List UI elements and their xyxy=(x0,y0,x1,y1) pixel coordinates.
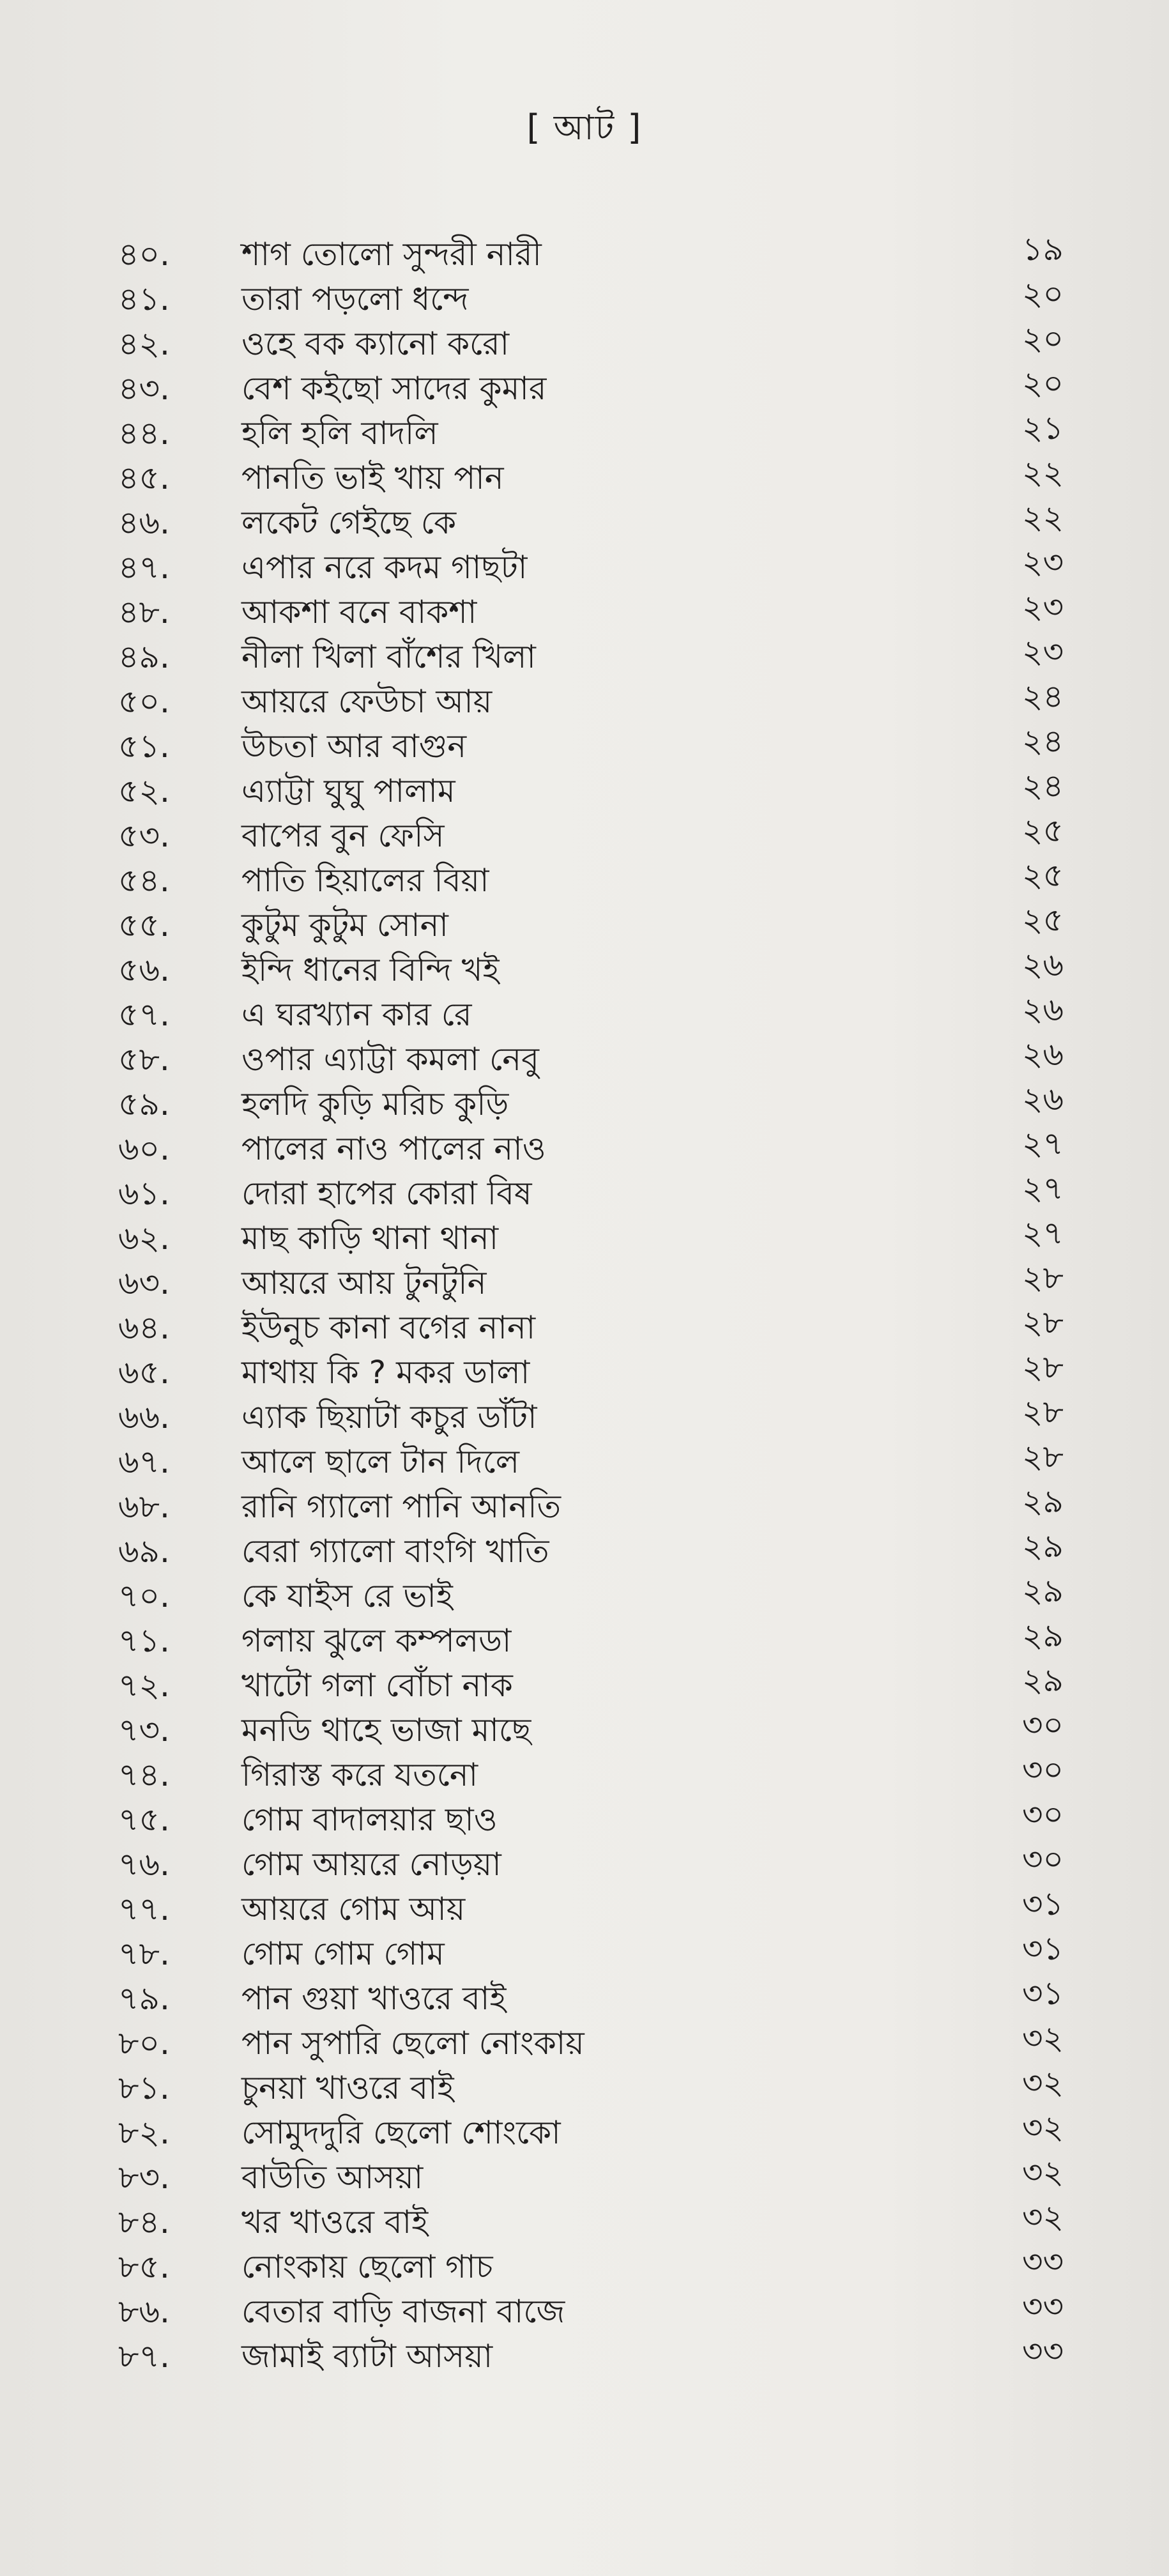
entry-number: ৮৬. xyxy=(118,2293,170,2330)
toc-row xyxy=(0,2019,1169,2064)
entry-title: দোরা হাপের কোরা বিষ xyxy=(241,1175,532,1212)
toc-row xyxy=(0,454,1169,498)
entry-title: তারা পড়লো ধন্দে xyxy=(241,280,469,318)
entry-title: গোম গোম গোম xyxy=(241,1935,445,1972)
entry-page-number: ৩২ xyxy=(1021,2109,1064,2146)
entry-title: আকশা বনে বাকশা xyxy=(241,594,477,631)
entry-title: মনডি থাহে ভাজা মাছে xyxy=(241,1712,531,1749)
entry-number: ৭৬. xyxy=(118,1846,170,1883)
entry-number: ৬৮. xyxy=(118,1488,170,1525)
toc-row xyxy=(0,677,1169,722)
entry-page-number: ২৮ xyxy=(1022,1349,1064,1386)
toc-row xyxy=(0,632,1169,677)
entry-number: ৮২. xyxy=(118,2114,170,2151)
entry-title: খাটো গলা বোঁচা নাক xyxy=(241,1667,513,1704)
entry-number: ৭৮. xyxy=(118,1935,170,1972)
entry-number: ৬১. xyxy=(118,1175,170,1212)
entry-title: সোমুদদুরি ছেলো শোংকো xyxy=(241,2114,561,2151)
entry-page-number: ২০ xyxy=(1021,365,1064,402)
entry-number: ৪৭. xyxy=(118,549,170,586)
entry-title: পালের নাও পালের নাও xyxy=(241,1130,546,1167)
toc-row xyxy=(0,1080,1169,1124)
entry-number: ৪৫. xyxy=(118,459,170,496)
entry-page-number: ২২ xyxy=(1021,454,1064,491)
toc-row xyxy=(0,230,1169,275)
entry-number: ৮৩. xyxy=(118,2159,170,2196)
entry-number: ৫৯. xyxy=(118,1085,170,1123)
entry-page-number: ৩২ xyxy=(1021,2064,1064,2101)
entry-title: হলদি কুড়ি মরিচ কুড়ি xyxy=(241,1085,509,1123)
entry-title: চুনয়া খাওরে বাই xyxy=(241,2069,454,2106)
entry-title: বেতার বাড়ি বাজনা বাজে xyxy=(241,2293,565,2330)
entry-page-number: ৩০ xyxy=(1021,1841,1064,1878)
entry-title: উচতা আর বাগুন xyxy=(241,728,467,765)
entry-page-number: ২৫ xyxy=(1022,857,1064,894)
entry-number: ৭৭. xyxy=(118,1890,170,1928)
entry-title: আয়রে ফেউচা আয় xyxy=(241,683,493,720)
toc-row xyxy=(0,588,1169,632)
entry-page-number: ২০ xyxy=(1021,320,1064,357)
entry-title: ওহে বক ক্যানো করো xyxy=(241,325,510,362)
entry-title: এপার নরে কদম গাছটা xyxy=(241,549,528,586)
entry-number: ৬৭. xyxy=(118,1443,170,1480)
toc-row xyxy=(0,722,1169,767)
entry-title: ইউনুচ কানা বগের নানা xyxy=(241,1309,536,1346)
entry-title: আয়রে গোম আয় xyxy=(241,1890,466,1928)
page-header: [ আট ] xyxy=(526,107,643,148)
entry-number: ৪৬. xyxy=(118,504,170,541)
entry-page-number: ২৯ xyxy=(1022,1662,1064,1699)
entry-page-number: ৩২ xyxy=(1021,2198,1064,2235)
entry-number: ৪৪. xyxy=(118,415,170,452)
entry-page-number: ২৯ xyxy=(1022,1617,1064,1654)
toc-row xyxy=(0,2153,1169,2198)
entry-title: পানতি ভাই খায় পান xyxy=(241,459,504,496)
entry-number: ৬৫. xyxy=(118,1354,170,1391)
toc-row xyxy=(0,1527,1169,1572)
entry-page-number: ২৮ xyxy=(1022,1304,1064,1341)
toc-row xyxy=(0,1795,1169,1840)
entry-page-number: ২৪ xyxy=(1022,767,1064,804)
entry-number: ৬০. xyxy=(118,1130,170,1167)
toc-row xyxy=(0,901,1169,946)
entry-page-number: ২৪ xyxy=(1022,678,1064,715)
toc-row xyxy=(0,275,1169,319)
entry-title: রানি গ্যালো পানি আনতি xyxy=(241,1488,562,1525)
toc-row xyxy=(0,1616,1169,1661)
toc-row xyxy=(0,1438,1169,1482)
entry-page-number: ২৭ xyxy=(1021,1215,1064,1252)
entry-page-number: ২১ xyxy=(1022,410,1064,447)
toc-row xyxy=(0,1572,1169,1616)
toc-row xyxy=(0,1259,1169,1303)
entry-page-number: ২৮ xyxy=(1022,1438,1064,1475)
entry-page-number: ৩২ xyxy=(1021,2154,1064,2191)
entry-number: ৬৩. xyxy=(118,1264,170,1301)
entry-number: ৬২. xyxy=(118,1220,170,1257)
entry-number: ৮৪. xyxy=(118,2204,170,2241)
entry-number: ৫৫. xyxy=(118,907,170,944)
toc-row xyxy=(0,2242,1169,2287)
entry-number: ৫১. xyxy=(118,728,170,765)
entry-title: নীলা খিলা বাঁশের খিলা xyxy=(241,638,536,675)
entry-page-number: ২২ xyxy=(1021,499,1064,536)
entry-number: ৭১. xyxy=(118,1622,170,1659)
entry-title: ওপার এ্যাট্টা কমলা নেবু xyxy=(241,1041,539,1078)
entry-number: ৪০. xyxy=(118,236,170,273)
entry-number: ৫৬. xyxy=(118,951,170,988)
entry-title: শাগ তোলো সুন্দরী নারী xyxy=(241,236,542,273)
toc-row xyxy=(0,946,1169,990)
entry-number: ৫৮. xyxy=(118,1041,170,1078)
toc-row xyxy=(0,409,1169,454)
toc-row xyxy=(0,1885,1169,1929)
entry-title: গোম আয়রে নোড়য়া xyxy=(241,1846,501,1883)
toc-row xyxy=(0,1035,1169,1080)
entry-number: ৮১. xyxy=(118,2069,170,2106)
entry-number: ৫৪. xyxy=(118,862,170,899)
entry-title: বাপের বুন ফেসি xyxy=(241,817,445,854)
entry-page-number: ৩১ xyxy=(1022,1930,1064,1967)
entry-page-number: ২৪ xyxy=(1022,723,1064,760)
toc-row xyxy=(0,1929,1169,1974)
entry-page-number: ৩১ xyxy=(1022,1975,1064,2012)
entry-title: কুটুম কুটুম সোনা xyxy=(241,907,448,944)
entry-title: মাথায় কি ? মকর ডালা xyxy=(241,1354,530,1391)
toc-row xyxy=(0,364,1169,409)
entry-number: ৪৯. xyxy=(118,638,170,675)
entry-page-number: ২৫ xyxy=(1022,812,1064,849)
entry-page-number: ৩৩ xyxy=(1021,2333,1064,2370)
entry-title: মাছ কাড়ি থানা থানা xyxy=(241,1220,499,1257)
entry-number: ৫৭. xyxy=(118,996,170,1033)
entry-number: ৬৯. xyxy=(118,1533,170,1570)
toc-row xyxy=(0,543,1169,588)
entry-title: বেরা গ্যালো বাংগি খাতি xyxy=(241,1533,549,1570)
toc-row xyxy=(0,811,1169,856)
toc-row xyxy=(0,1751,1169,1795)
toc-row xyxy=(0,2332,1169,2377)
entry-title: এ ঘরখ্যান কার রে xyxy=(241,996,472,1033)
entry-title: এ্যাক ছিয়াটা কচুর ডাঁটা xyxy=(241,1399,537,1436)
entry-number: ৮০. xyxy=(118,2025,170,2062)
entry-title: এ্যাট্টা ঘুঘু পালাম xyxy=(241,772,455,809)
entry-page-number: ২৩ xyxy=(1021,544,1064,581)
entry-page-number: ২৮ xyxy=(1022,1393,1064,1430)
entry-number: ৮৫. xyxy=(118,2248,170,2285)
entry-page-number: ৩০ xyxy=(1021,1751,1064,1788)
entry-title: গলায় ঝুলে কম্পলডা xyxy=(241,1622,512,1659)
entry-page-number: ২০ xyxy=(1021,275,1064,312)
entry-page-number: ১৯ xyxy=(1022,231,1064,268)
toc-row xyxy=(0,1840,1169,1885)
entry-page-number: ২৬ xyxy=(1021,1036,1064,1073)
toc-row xyxy=(0,1393,1169,1438)
toc-row xyxy=(0,498,1169,543)
toc-row xyxy=(0,1974,1169,2019)
entry-number: ৭০. xyxy=(118,1577,170,1614)
entry-number: ৪২. xyxy=(118,325,170,362)
entry-title: পাতি হিয়ালের বিয়া xyxy=(241,862,489,899)
entry-page-number: ২৩ xyxy=(1021,588,1064,625)
entry-page-number: ২৩ xyxy=(1021,633,1064,670)
entry-title: গোম বাদালয়ার ছাও xyxy=(241,1801,498,1838)
toc-row xyxy=(0,1706,1169,1751)
toc-row xyxy=(0,1124,1169,1169)
entry-number: ৭৩. xyxy=(118,1712,170,1749)
entry-number: ৬৪. xyxy=(118,1309,170,1346)
entry-number: ৭৪. xyxy=(118,1756,170,1793)
entry-page-number: ২৮ xyxy=(1022,1259,1064,1296)
entry-title: জামাই ব্যাটা আসয়া xyxy=(241,2338,493,2375)
toc-row xyxy=(0,856,1169,901)
entry-title: খর খাওরে বাই xyxy=(241,2204,429,2241)
entry-title: গিরাস্ত করে যতনো xyxy=(241,1756,478,1793)
entry-title: পান গুয়া খাওরে বাই xyxy=(241,1980,507,2017)
toc-row xyxy=(0,1482,1169,1527)
toc-row xyxy=(0,2198,1169,2242)
toc-row xyxy=(0,2064,1169,2108)
entry-number: ৫০. xyxy=(118,683,170,720)
entry-title: আলে ছালে টান দিলে xyxy=(241,1443,520,1480)
toc-row xyxy=(0,1169,1169,1214)
toc-row xyxy=(0,2108,1169,2153)
entry-number: ৭৫. xyxy=(118,1801,170,1838)
entry-number: ৫৩. xyxy=(118,817,170,854)
entry-number: ৪৩. xyxy=(118,370,170,407)
toc-row xyxy=(0,2287,1169,2332)
entry-title: বেশ কইছো সাদের কুমার xyxy=(241,370,547,407)
entry-page-number: ২৭ xyxy=(1021,1170,1064,1207)
entry-page-number: ৩০ xyxy=(1021,1796,1064,1833)
entry-page-number: ২৬ xyxy=(1021,946,1064,983)
toc-row xyxy=(0,1661,1169,1706)
table-of-contents xyxy=(0,230,1169,2377)
entry-page-number: ২৫ xyxy=(1022,901,1064,939)
entry-page-number: ২৬ xyxy=(1021,991,1064,1028)
entry-page-number: ২৬ xyxy=(1021,1080,1064,1117)
entry-number: ৪৮. xyxy=(118,594,170,631)
entry-title: বাউতি আসয়া xyxy=(241,2159,424,2196)
entry-title: কে যাইস রে ভাই xyxy=(241,1577,453,1614)
entry-number: ৬৬. xyxy=(118,1399,170,1436)
toc-row xyxy=(0,767,1169,811)
entry-page-number: ৩০ xyxy=(1021,1706,1064,1744)
toc-row xyxy=(0,1303,1169,1348)
toc-row xyxy=(0,319,1169,364)
entry-page-number: ২৯ xyxy=(1022,1483,1064,1520)
toc-row xyxy=(0,1348,1169,1393)
entry-title: হলি হলি বাদলি xyxy=(241,415,438,452)
entry-title: ইন্দি ধানের বিন্দি খই xyxy=(241,951,500,988)
entry-number: ৫২. xyxy=(118,772,170,809)
entry-page-number: ৩২ xyxy=(1021,2020,1064,2057)
entry-page-number: ২৯ xyxy=(1022,1528,1064,1565)
entry-page-number: ৩৩ xyxy=(1021,2288,1064,2325)
entry-page-number: ২৯ xyxy=(1022,1572,1064,1609)
entry-number: ৭৯. xyxy=(118,1980,170,2017)
toc-row xyxy=(0,990,1169,1035)
entry-title: পান সুপারি ছেলো নোংকায় xyxy=(241,2025,584,2062)
entry-page-number: ৩১ xyxy=(1022,1885,1064,1922)
entry-title: আয়রে আয় টুনটুনি xyxy=(241,1264,487,1301)
entry-number: ৪১. xyxy=(118,280,170,318)
entry-page-number: ৩৩ xyxy=(1021,2243,1064,2280)
entry-page-number: ২৭ xyxy=(1021,1125,1064,1162)
toc-row xyxy=(0,1214,1169,1259)
entry-title: লকেট গেইছে কে xyxy=(241,504,457,541)
entry-number: ৭২. xyxy=(118,1667,170,1704)
entry-title: নোংকায় ছেলো গাচ xyxy=(241,2248,493,2285)
entry-number: ৮৭. xyxy=(118,2338,170,2375)
